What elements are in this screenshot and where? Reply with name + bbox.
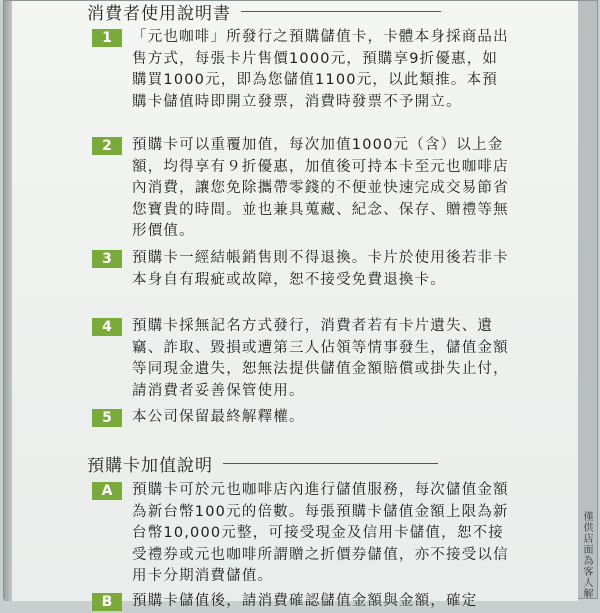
title-rule	[223, 463, 438, 464]
item-number-badge: 2	[92, 137, 122, 155]
item-text: 「元也咖啡」所發行之預購儲值卡，卡體本身採商品出售方式，每張卡片售價1000元，預購享9折優惠，如購買1000元，即為您儲值1100元，以此類推。本預購卡儲值時即開立發票，消費時發票不予開立。	[132, 29, 509, 110]
section-header-topup	[87, 451, 438, 476]
item-text: 預購卡可以重覆加值，每次加值1000元（含）以上金額，均得享有９折優惠，加值後可持本卡至元也咖啡店內消費，讓您免除攜帶零錢的不便並快速完成交易節省您寶貴的時間。並也兼具蒐藏、紀念、保存、贈禮等無形價值。	[132, 137, 509, 239]
item-number-badge: 3	[92, 250, 122, 268]
item-text: 本公司保留最終解釋權。	[132, 409, 305, 425]
topup-item-b	[92, 591, 512, 613]
item-number-badge: 1	[92, 29, 122, 47]
item-number-badge: 5	[92, 409, 122, 427]
item-text: 預購卡可於元也咖啡店內進行儲值服務，每次儲值金額為新台幣100元的倍數。每張預購卡儲值金額上限為新台幣10,000元整，可接受現金及信用卡儲值，恕不接受禮券或元也咖啡所謂贈之折價券儲值，亦不接受以信用卡分期消費儲值。	[132, 482, 509, 584]
card-frame	[3, 0, 598, 610]
side-stamp-note: 僅供店面為客人解	[581, 511, 592, 599]
usage-item-4	[92, 316, 512, 404]
title-rule	[241, 11, 441, 12]
usage-item-3	[92, 248, 512, 314]
usage-item-5	[92, 407, 512, 429]
item-text: 預購卡採無記名方式發行，消費者若有卡片遺失、遺竊、詐取、毀損或遭第三人佔領等情事發生，儲值金額等同現金遺失，恕無法提供儲值金額賠償或掛失止付，請消費者妥善保管使用。	[132, 318, 509, 399]
item-text: 預購卡一經結帳銷售則不得退換。卡片於使用後若非卡本身自有瑕疵或故障，恕不接受免費退換卡。	[132, 250, 509, 288]
section-title-topup: 預購卡加值說明	[87, 456, 213, 476]
item-number-badge: 4	[92, 318, 122, 336]
section-title-usage: 消費者使用說明書	[87, 4, 231, 24]
instruction-sheet	[12, 1, 578, 610]
item-letter-badge: A	[92, 482, 122, 500]
item-letter-badge: B	[92, 593, 122, 611]
item-text: 預購卡儲值後，請消費確認儲值金額與金額，確定	[132, 593, 478, 609]
usage-item-2	[92, 135, 512, 247]
section-header-usage	[87, 0, 441, 24]
usage-item-1	[92, 27, 512, 135]
topup-item-a	[92, 480, 512, 590]
binding-shadow	[4, 1, 12, 601]
